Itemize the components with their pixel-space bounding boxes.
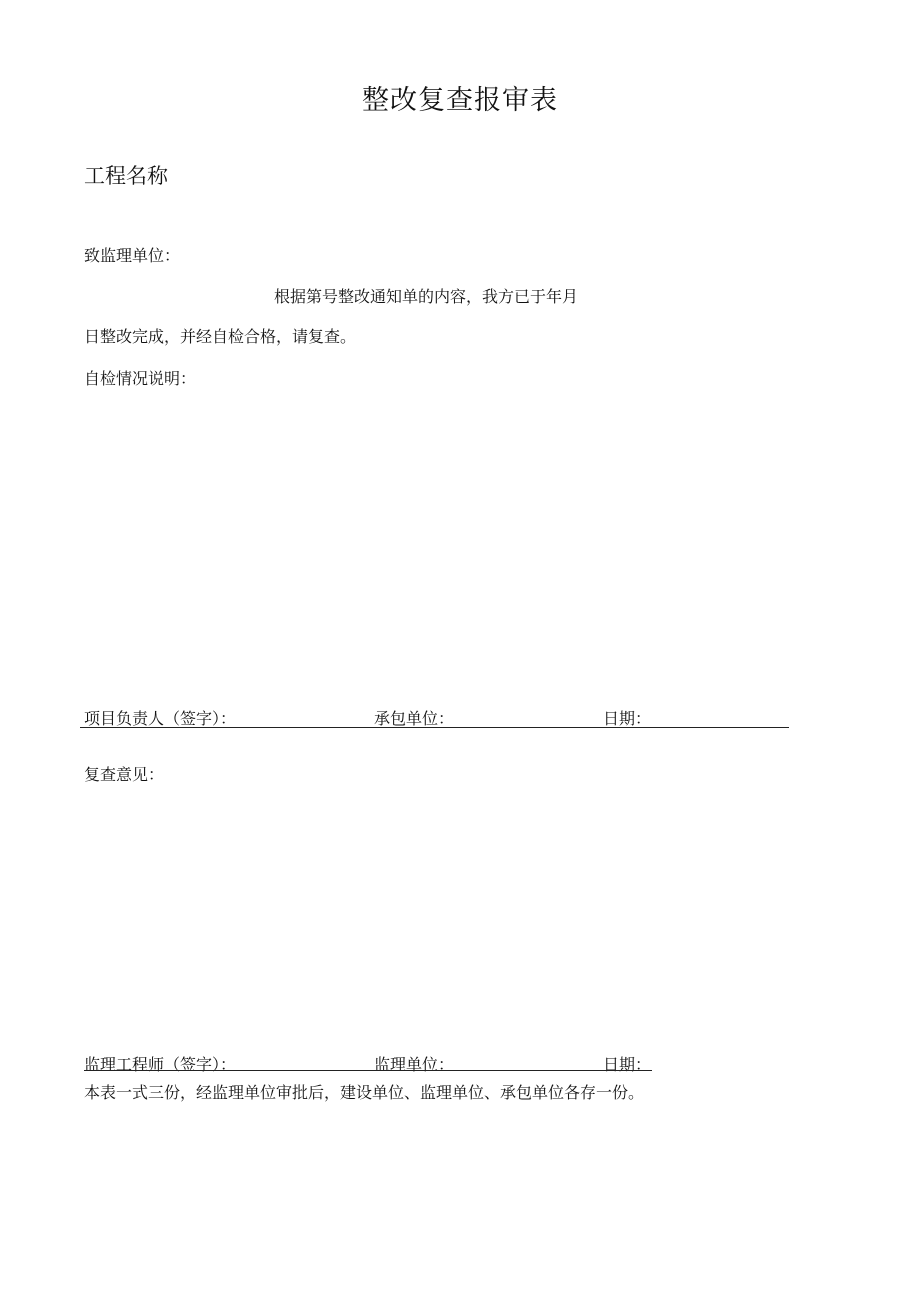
copies-footnote: 本表一式三份，经监理单位审批后，建设单位、监理单位、承包单位各存一份。: [84, 1083, 645, 1102]
rectification-paragraph-line-2: 日整改完成，并经自检合格，请复查。: [84, 327, 357, 346]
contractor-signature-line: [80, 727, 789, 728]
rectification-paragraph-line-1: 根据第号整改通知单的内容，我方已于年月: [274, 287, 579, 306]
contractor-date-label: 日期：: [603, 709, 652, 728]
review-opinion-label: 复查意见：: [84, 765, 165, 784]
supervision-engineer-signature-label: 监理工程师（签字）：: [84, 1055, 237, 1074]
supervision-date-label: 日期：: [603, 1055, 652, 1074]
project-name-label: 工程名称: [84, 164, 168, 188]
supervision-unit-label: 监理单位：: [374, 1055, 455, 1074]
supervisor-signature-line: [84, 1070, 652, 1071]
self-check-description-label: 自检情况说明：: [84, 369, 197, 388]
contractor-unit-label: 承包单位：: [374, 709, 455, 728]
to-supervision-unit-label: 致监理单位：: [84, 246, 181, 265]
project-manager-signature-label: 项目负责人（签字）：: [84, 709, 237, 728]
page-title: 整改复查报审表: [362, 85, 558, 116]
